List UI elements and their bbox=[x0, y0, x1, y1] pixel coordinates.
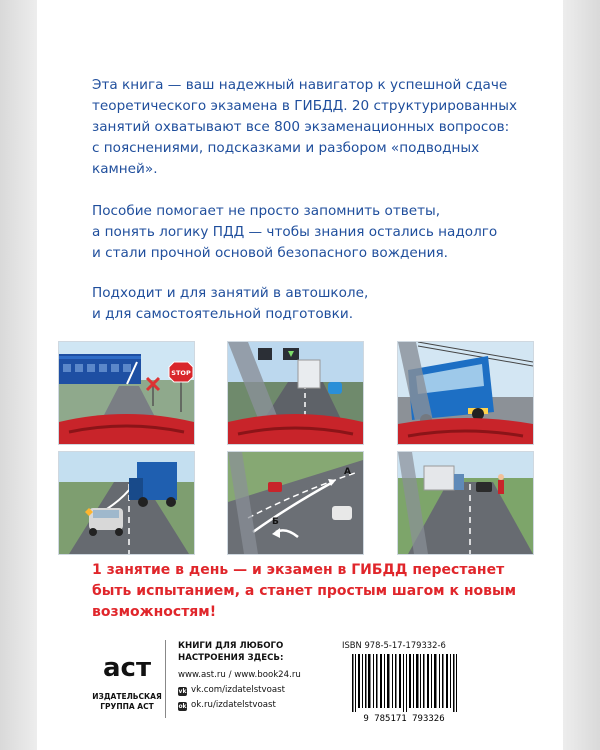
ast-logo-icon bbox=[92, 640, 162, 690]
page-edge-left bbox=[0, 0, 37, 750]
illustration-trolleybus bbox=[397, 341, 534, 445]
slogan-line: возможностям! bbox=[92, 604, 217, 620]
logic-line: Пособие помогает не просто запомнить ответы, bbox=[92, 203, 441, 219]
isbn: ISBN 978-5-17-179332-6 bbox=[342, 640, 446, 650]
logic-line: а понять логику ПДД — чтобы знания остались надолго bbox=[92, 224, 498, 240]
intro-paragraph bbox=[92, 75, 532, 180]
ok-link[interactable] bbox=[178, 700, 276, 711]
illustration-road-truck bbox=[58, 451, 195, 555]
illustration-railway-crossing bbox=[58, 341, 195, 445]
vk-icon: vk bbox=[178, 688, 187, 695]
audience-line: и для самостоятельной подготовки. bbox=[92, 306, 354, 322]
books-heading bbox=[178, 640, 283, 664]
publisher-name-line: ИЗДАТЕЛЬСКАЯ bbox=[92, 692, 162, 701]
vk-link[interactable] bbox=[178, 685, 285, 696]
slogan-line: быть испытанием, а станет простым шагом к новым bbox=[92, 583, 517, 599]
lane-b-label: Б bbox=[272, 517, 279, 527]
intro-line: теоретического экзамена в ГИБДД. 20 структурированных bbox=[92, 98, 518, 114]
slogan bbox=[92, 560, 532, 623]
lane-a-label: А bbox=[344, 467, 351, 477]
barcode-digits: 9 785171 793326 bbox=[363, 714, 445, 724]
books-heading-line: КНИГИ ДЛЯ ЛЮБОГО bbox=[178, 641, 284, 651]
intro-line: занятий охватывают все 800 экзаменационных вопросов: bbox=[92, 119, 510, 135]
illustration-pedestrian bbox=[397, 451, 534, 555]
page-edge-right bbox=[563, 0, 600, 750]
ok-icon: ok bbox=[178, 703, 187, 710]
site-link[interactable]: www.ast.ru / www.book24.ru bbox=[178, 670, 301, 680]
publisher-name-line: ГРУППА АСТ bbox=[100, 702, 154, 711]
ok-link-text: ok.ru/izdatelstvoast bbox=[191, 700, 276, 710]
publisher-logo bbox=[92, 640, 162, 720]
books-heading-line: НАСТРОЕНИЯ ЗДЕСЬ: bbox=[178, 653, 284, 663]
illustration-highway-truck bbox=[227, 341, 364, 445]
slogan-line: 1 занятие в день — и экзамен в ГИБДД перестанет bbox=[92, 562, 505, 578]
logic-paragraph bbox=[92, 201, 532, 264]
logic-line: и стали прочной основой безопасного вождения. bbox=[92, 245, 448, 261]
intro-line: с пояснениями, подсказками и разбором «подводных bbox=[92, 140, 480, 156]
audience-paragraph bbox=[92, 283, 532, 325]
logo-text: аст bbox=[102, 653, 152, 683]
stop-sign-text: STOP bbox=[171, 369, 191, 377]
intro-line: Эта книга — ваш надежный навигатор к успешной сдаче bbox=[92, 77, 508, 93]
intro-line: камней». bbox=[92, 161, 158, 177]
audience-line: Подходит и для занятий в автошколе, bbox=[92, 285, 369, 301]
barcode bbox=[342, 652, 477, 724]
vk-link-text: vk.com/izdatelstvoast bbox=[191, 685, 286, 695]
divider bbox=[165, 640, 166, 718]
illustration-lanes bbox=[227, 451, 364, 555]
publisher-name bbox=[92, 692, 162, 712]
